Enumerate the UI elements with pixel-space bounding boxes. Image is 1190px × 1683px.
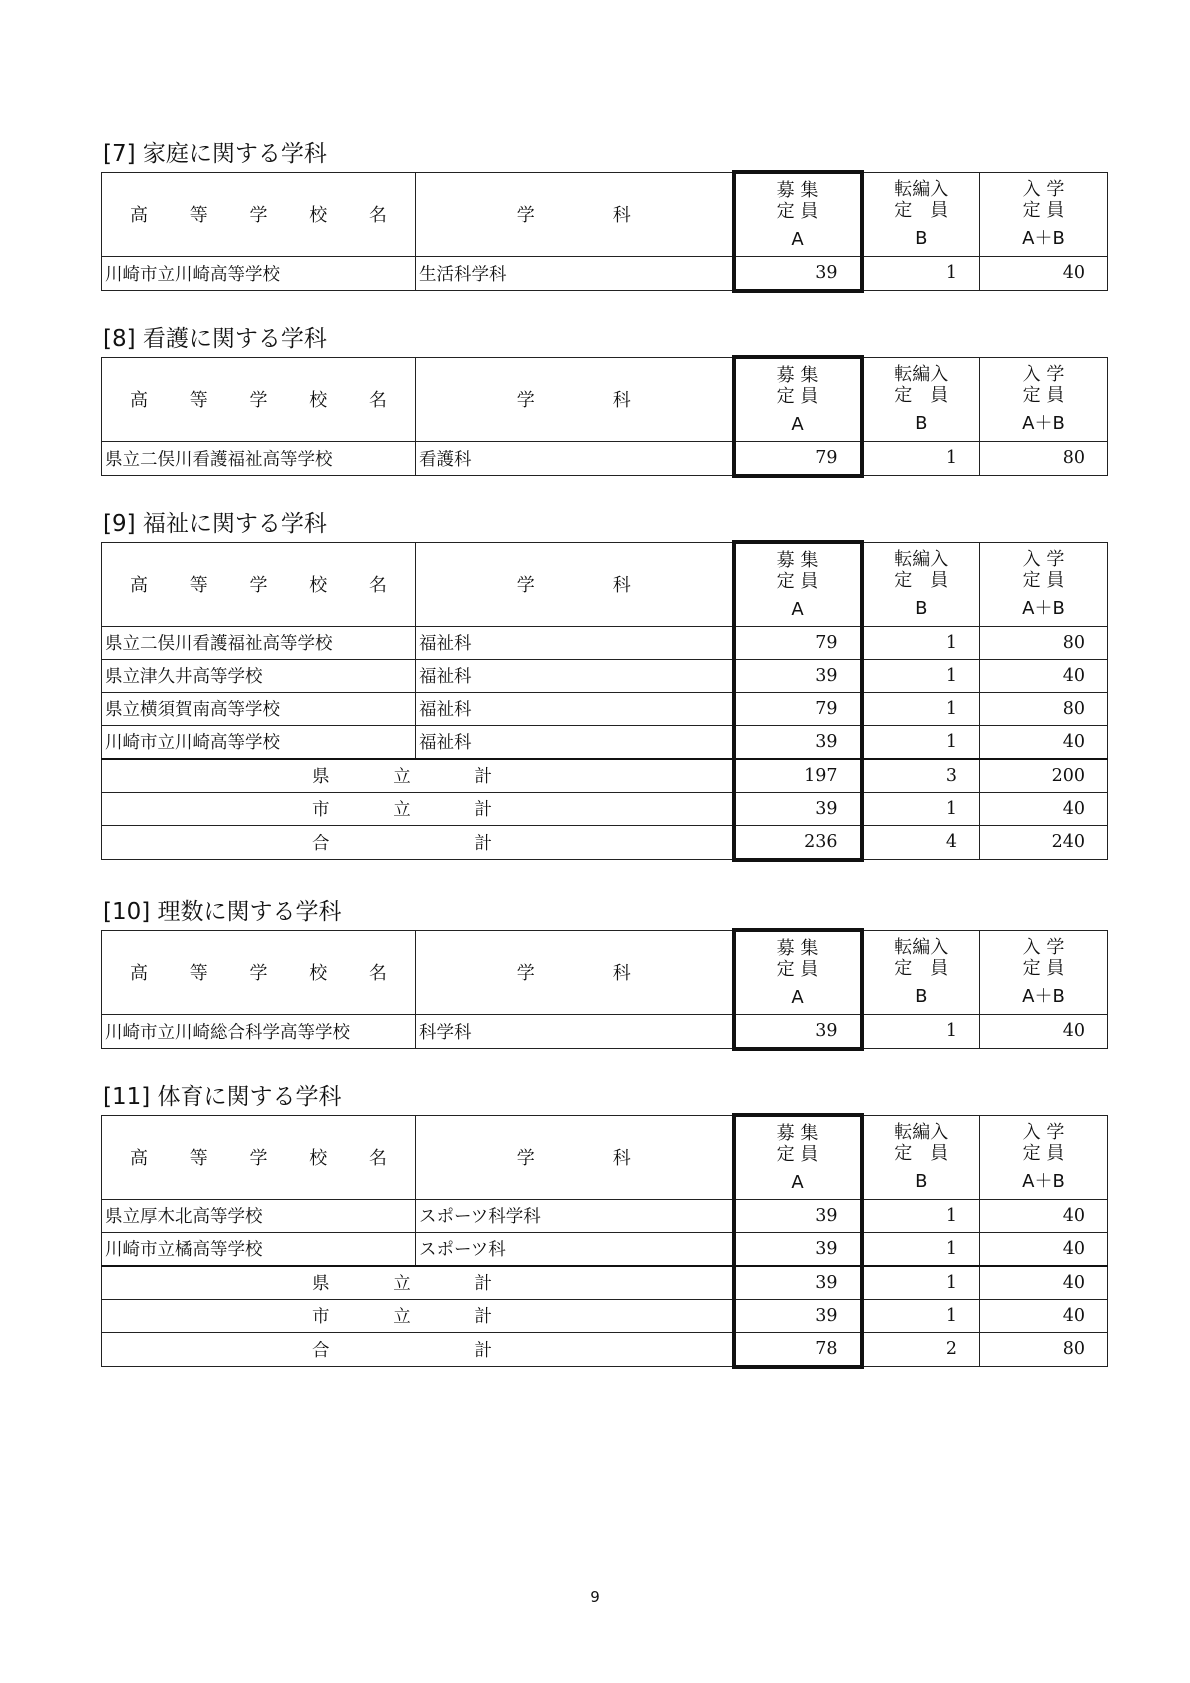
transfer-capacity-cell: 1 [862,1232,980,1266]
total-transfer-cell: 4 [862,825,980,860]
transfer-capacity-cell: 1 [862,692,980,725]
total-admission-cell: 40 [980,1266,1108,1300]
total-row [102,759,1108,793]
table-row [102,692,1108,725]
admission-capacity-cell: 40 [980,659,1108,692]
recruit-capacity-cell: 39 [734,725,862,759]
admission-capacity-cell: 80 [980,626,1108,659]
header-row [102,930,1108,1014]
recruit-capacity-cell: 79 [734,692,862,725]
enrollment-table [101,540,1108,862]
total-recruit-cell: 236 [734,825,862,860]
total-recruit-cell: 197 [734,759,862,793]
header-transfer-capacity: 転編入 定 員 B [862,542,980,626]
transfer-capacity-cell: 1 [862,626,980,659]
header-recruit-capacity: 募 集 定 員 A [734,172,862,256]
department-cell: 福祉科 [416,725,734,759]
header-department: 学 科 [416,1115,734,1199]
table-row [102,659,1108,692]
school-name-cell: 川崎市立橘高等学校 [102,1232,416,1266]
admission-capacity-cell: 40 [980,725,1108,759]
total-admission-cell: 40 [980,792,1108,825]
total-row [102,792,1108,825]
header-row [102,357,1108,441]
total-admission-cell: 240 [980,825,1108,860]
total-admission-cell: 80 [980,1332,1108,1367]
transfer-capacity-cell: 1 [862,1199,980,1232]
header-school-name: 高 等 学 校 名 [102,1115,416,1199]
total-label-cell: 市 立 計 [102,792,734,825]
total-recruit-cell: 39 [734,1266,862,1300]
header-school-name: 高 等 学 校 名 [102,357,416,441]
header-row [102,172,1108,256]
admission-capacity-cell: 40 [980,1014,1108,1049]
header-recruit-capacity: 募 集 定 員 A [734,930,862,1014]
school-name-cell: 県立厚木北高等学校 [102,1199,416,1232]
table-row [102,725,1108,759]
header-school-name: 高 等 学 校 名 [102,542,416,626]
header-department: 学 科 [416,542,734,626]
recruit-capacity-cell: 79 [734,626,862,659]
enrollment-table [101,928,1108,1051]
department-cell: 福祉科 [416,692,734,725]
department-cell: 生活科学科 [416,256,734,291]
section-title: [10] 理数に関する学科 [103,899,342,925]
total-transfer-cell: 1 [862,1266,980,1300]
school-name-cell: 川崎市立川崎高等学校 [102,256,416,291]
total-row [102,1299,1108,1332]
header-recruit-capacity: 募 集 定 員 A [734,1115,862,1199]
header-admission-capacity: 入 学 定 員 A＋B [980,930,1108,1014]
header-recruit-capacity: 募 集 定 員 A [734,542,862,626]
header-row [102,1115,1108,1199]
recruit-capacity-cell: 39 [734,1014,862,1049]
total-transfer-cell: 1 [862,792,980,825]
table-row [102,256,1108,291]
table-row [102,441,1108,476]
admission-capacity-cell: 80 [980,692,1108,725]
admission-capacity-cell: 40 [980,1232,1108,1266]
total-label-cell: 合 計 [102,1332,734,1367]
total-row [102,1266,1108,1300]
department-cell: スポーツ科学科 [416,1199,734,1232]
total-recruit-cell: 39 [734,792,862,825]
header-admission-capacity: 入 学 定 員 A＋B [980,172,1108,256]
recruit-capacity-cell: 39 [734,659,862,692]
total-transfer-cell: 1 [862,1299,980,1332]
school-name-cell: 県立二俣川看護福祉高等学校 [102,441,416,476]
admission-capacity-cell: 40 [980,1199,1108,1232]
total-admission-cell: 40 [980,1299,1108,1332]
total-label-cell: 合 計 [102,825,734,860]
department-cell: 福祉科 [416,626,734,659]
transfer-capacity-cell: 1 [862,441,980,476]
header-row [102,542,1108,626]
header-transfer-capacity: 転編入 定 員 B [862,1115,980,1199]
admission-capacity-cell: 80 [980,441,1108,476]
department-cell: 看護科 [416,441,734,476]
total-transfer-cell: 3 [862,759,980,793]
transfer-capacity-cell: 1 [862,256,980,291]
total-label-cell: 県 立 計 [102,759,734,793]
header-recruit-capacity: 募 集 定 員 A [734,357,862,441]
total-recruit-cell: 39 [734,1299,862,1332]
header-school-name: 高 等 学 校 名 [102,172,416,256]
school-name-cell: 県立津久井高等学校 [102,659,416,692]
department-cell: スポーツ科 [416,1232,734,1266]
header-department: 学 科 [416,172,734,256]
total-row [102,825,1108,860]
transfer-capacity-cell: 1 [862,725,980,759]
header-admission-capacity: 入 学 定 員 A＋B [980,357,1108,441]
header-department: 学 科 [416,930,734,1014]
section-title: [9] 福祉に関する学科 [103,511,327,537]
department-cell: 福祉科 [416,659,734,692]
school-name-cell: 県立横須賀南高等学校 [102,692,416,725]
table-row [102,1014,1108,1049]
header-school-name: 高 等 学 校 名 [102,930,416,1014]
recruit-capacity-cell: 39 [734,1199,862,1232]
recruit-capacity-cell: 39 [734,1232,862,1266]
header-admission-capacity: 入 学 定 員 A＋B [980,542,1108,626]
header-transfer-capacity: 転編入 定 員 B [862,930,980,1014]
enrollment-table [101,170,1108,293]
total-label-cell: 県 立 計 [102,1266,734,1300]
department-cell: 科学科 [416,1014,734,1049]
section-title: [7] 家庭に関する学科 [103,141,327,167]
header-department: 学 科 [416,357,734,441]
total-row [102,1332,1108,1367]
school-name-cell: 川崎市立川崎高等学校 [102,725,416,759]
section-title: [11] 体育に関する学科 [103,1084,342,1110]
school-name-cell: 川崎市立川崎総合科学高等学校 [102,1014,416,1049]
header-admission-capacity: 入 学 定 員 A＋B [980,1115,1108,1199]
total-recruit-cell: 78 [734,1332,862,1367]
page-number: 9 [590,1588,600,1606]
table-row [102,1232,1108,1266]
transfer-capacity-cell: 1 [862,1014,980,1049]
enrollment-table [101,1113,1108,1369]
school-name-cell: 県立二俣川看護福祉高等学校 [102,626,416,659]
recruit-capacity-cell: 79 [734,441,862,476]
table-row [102,626,1108,659]
transfer-capacity-cell: 1 [862,659,980,692]
total-label-cell: 市 立 計 [102,1299,734,1332]
total-transfer-cell: 2 [862,1332,980,1367]
admission-capacity-cell: 40 [980,256,1108,291]
total-admission-cell: 200 [980,759,1108,793]
section-title: [8] 看護に関する学科 [103,326,327,352]
table-row [102,1199,1108,1232]
recruit-capacity-cell: 39 [734,256,862,291]
enrollment-table [101,355,1108,478]
header-transfer-capacity: 転編入 定 員 B [862,172,980,256]
header-transfer-capacity: 転編入 定 員 B [862,357,980,441]
